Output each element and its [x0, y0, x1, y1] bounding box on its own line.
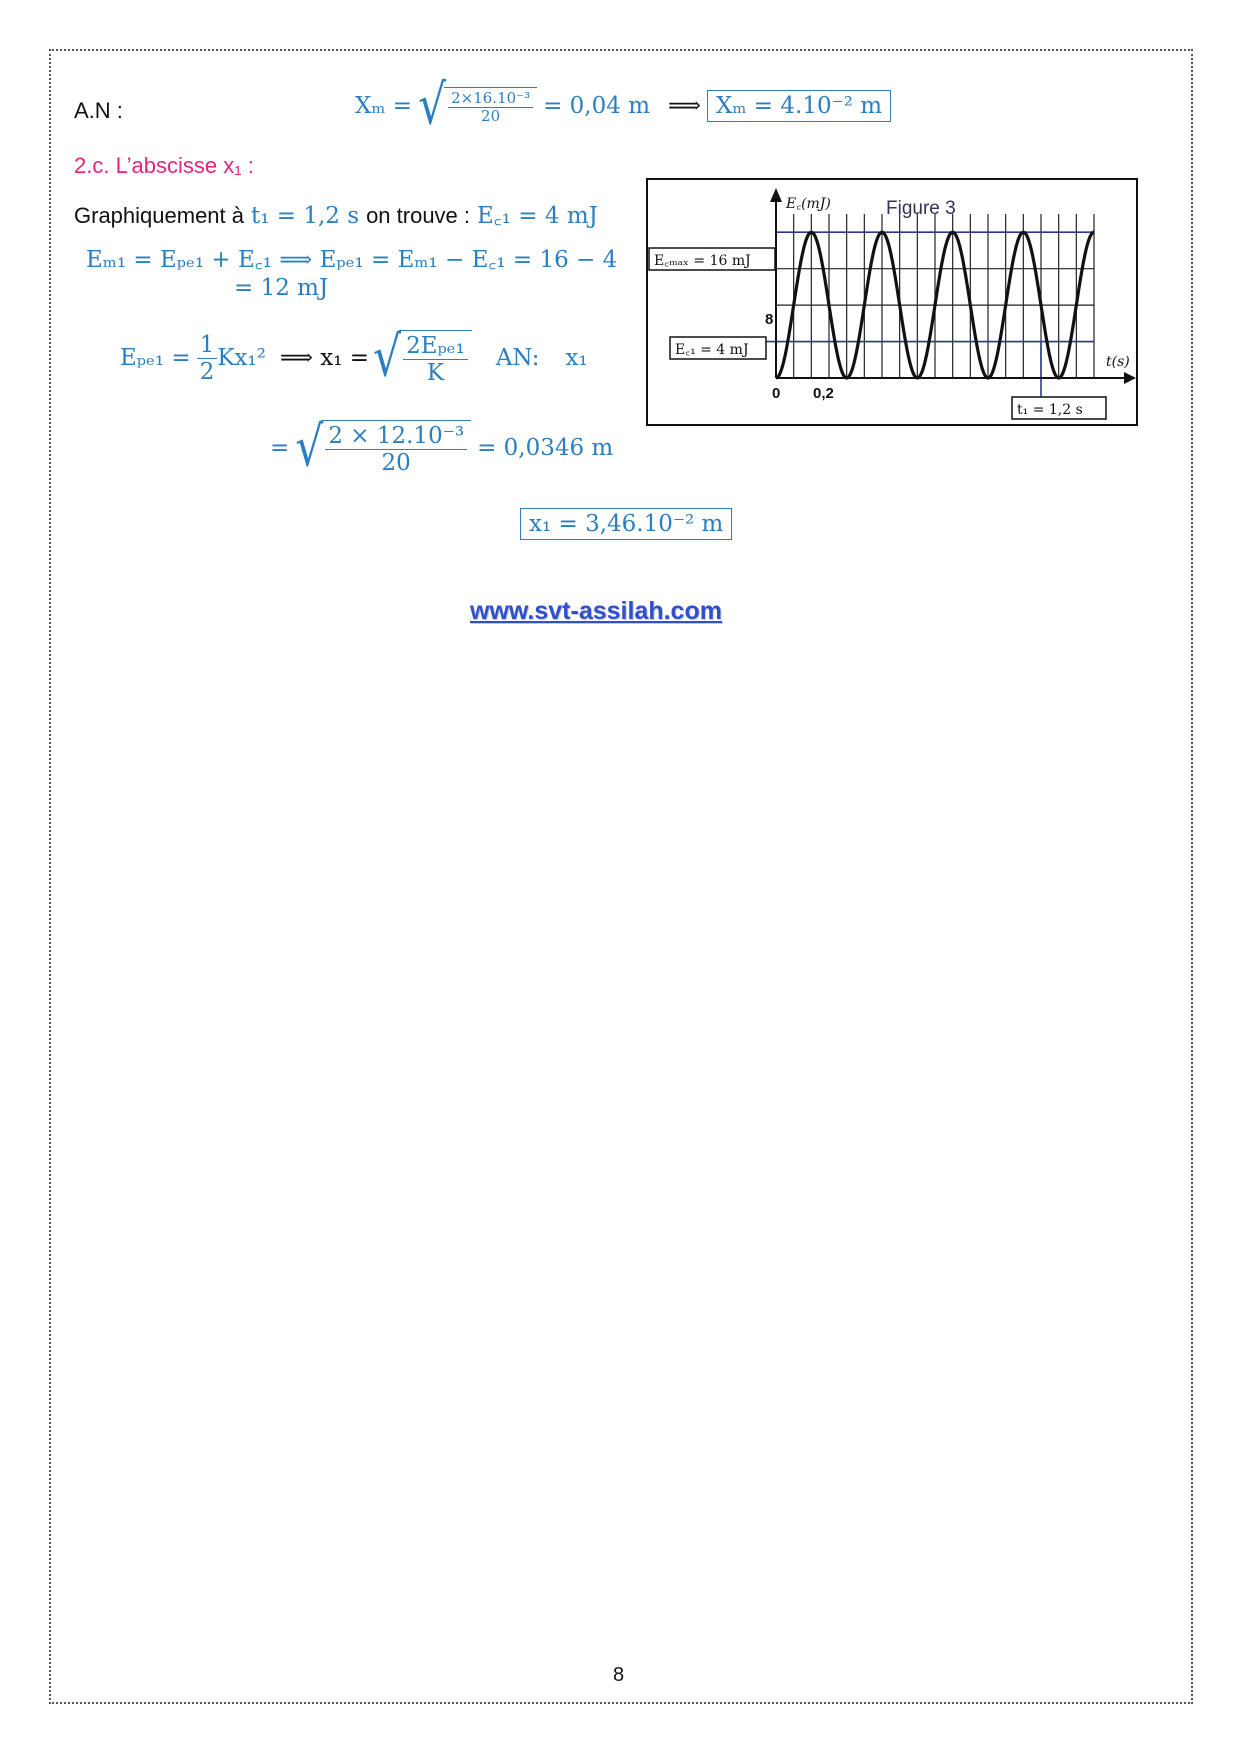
- sqrt-symbol-icon: √: [295, 415, 324, 480]
- xm-frac-den: 20: [481, 107, 501, 125]
- half-num: 1: [197, 332, 218, 359]
- sqrt-symbol-icon: √: [418, 73, 447, 138]
- numeric-den: 20: [381, 450, 411, 477]
- numeric-fraction: [325, 423, 467, 477]
- half-fraction: [197, 332, 218, 386]
- epe1-lhs: Eₚₑ₁ =: [120, 345, 191, 372]
- xm-boxed-result: Xₘ = 4.10⁻² m: [707, 90, 891, 122]
- x1-fraction: [403, 333, 468, 387]
- numeric-num: 2 × 12.10⁻³: [325, 423, 467, 450]
- numeric-eq-sign: =: [270, 435, 290, 462]
- graph-reading-line: [74, 198, 598, 230]
- figure-title: Figure 3: [886, 198, 956, 219]
- graph-t1: t₁ = 1,2 s: [251, 203, 360, 229]
- an-label: A.N :: [74, 98, 123, 123]
- numeric-result: = 0,0346 m: [477, 435, 614, 462]
- ec1-label: E꜀₁ = 4 mJ: [675, 342, 749, 358]
- xm-result: = 0,04 m: [543, 93, 651, 119]
- numeric-application: [270, 415, 614, 480]
- xm-frac-num: 2×16.10⁻³: [448, 90, 533, 108]
- energy-equation-line-b: = 12 mJ: [234, 275, 329, 301]
- x1-radicand: [399, 330, 472, 387]
- t1-label: t₁ = 1,2 s: [1017, 402, 1083, 418]
- xm-equation: [355, 73, 891, 138]
- y-tick-8: 8: [765, 311, 774, 328]
- x-tick-0: 0: [772, 385, 781, 402]
- x1-equation: [120, 325, 588, 390]
- graph-text-before: Graphiquement à: [74, 203, 244, 228]
- y-axis-label: E꜀(mJ): [786, 196, 831, 212]
- an-x1: x₁: [565, 345, 588, 372]
- energy-equation-line-a: Eₘ₁ = Eₚₑ₁ + E꜀₁ ⟹ Eₚₑ₁ = Eₘ₁ − E꜀₁ = 16 − 4: [86, 247, 618, 273]
- xm-implies: ⟹: [668, 93, 701, 119]
- xm-radical: [418, 73, 537, 138]
- x1-radical: [373, 325, 472, 390]
- x-axis-label: t(s): [1106, 354, 1130, 370]
- page-number: 8: [613, 1664, 625, 1686]
- xm-lhs: Xₘ =: [355, 93, 413, 119]
- x1-boxed-result: x₁ = 3,46.10⁻² m: [520, 508, 732, 540]
- numeric-radical: [295, 415, 471, 480]
- sqrt-symbol-icon: √: [373, 325, 402, 390]
- figure-3-chart: [646, 178, 1138, 426]
- website-link[interactable]: www.svt-assilah.com: [470, 597, 722, 625]
- x1-frac-num: 2Eₚₑ₁: [403, 333, 468, 360]
- half-den: 2: [199, 358, 215, 385]
- xm-fraction: [448, 90, 533, 126]
- an-label-2: AN:: [495, 345, 540, 372]
- xm-radicand: [444, 87, 537, 126]
- kx-term: Kx₁²: [217, 345, 266, 372]
- x1-implies: ⟹ x₁ =: [279, 345, 370, 372]
- numeric-radicand: [321, 420, 471, 477]
- x-tick-0-2: 0,2: [813, 385, 834, 402]
- ecmax-label: E꜀ₘₐₓ = 16 mJ: [654, 253, 751, 269]
- x1-frac-den: K: [426, 360, 445, 387]
- section-heading: 2.c. L’abscisse x₁ :: [74, 153, 254, 178]
- graph-text-mid: on trouve :: [366, 203, 471, 228]
- graph-ec1: E꜀₁ = 4 mJ: [477, 203, 598, 229]
